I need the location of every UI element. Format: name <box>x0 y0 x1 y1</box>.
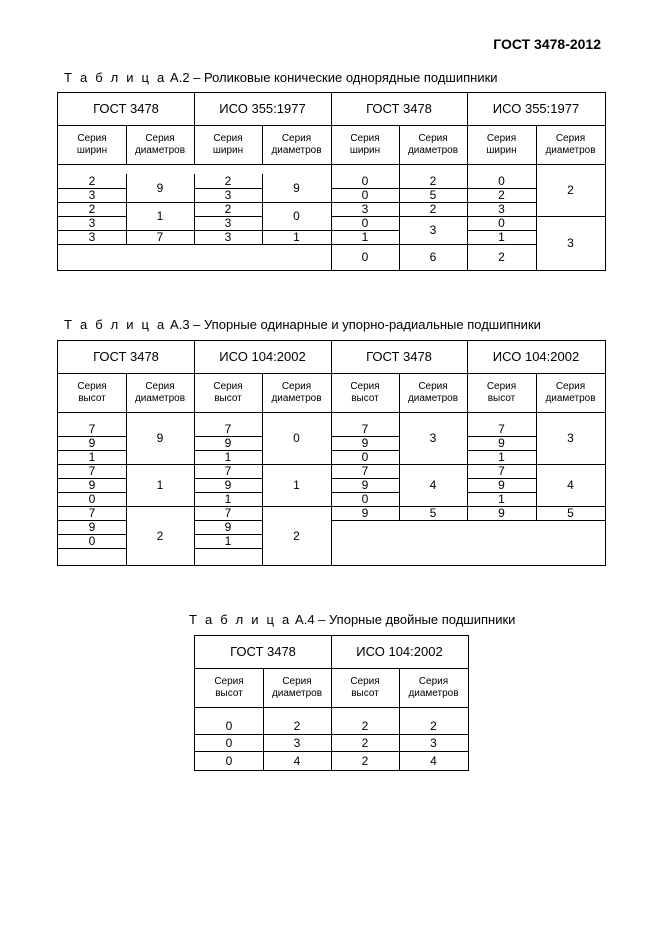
column-header: Серия высот <box>350 675 380 699</box>
data-cell: 2 <box>224 202 232 216</box>
data-cell: 9 <box>88 520 96 534</box>
data-cell: 2 <box>429 202 437 216</box>
column-header: Серия высот <box>486 380 517 404</box>
data-cell: 0 <box>361 250 369 264</box>
data-cell: 9 <box>156 431 164 445</box>
data-cell: 7 <box>88 464 96 478</box>
data-cell: 0 <box>361 216 369 230</box>
data-cell: 9 <box>361 478 369 492</box>
data-cell: 3 <box>88 188 96 202</box>
data-cell: 3 <box>361 202 369 216</box>
data-cell: 3 <box>498 202 505 216</box>
data-cell: 9 <box>293 181 300 195</box>
data-cell: 7 <box>361 422 369 436</box>
data-cell: 0 <box>293 431 300 445</box>
data-cell: 3 <box>293 735 301 750</box>
data-cell: 3 <box>429 223 437 237</box>
column-header: Серия диаметров <box>407 380 459 404</box>
data-cell: 9 <box>88 478 96 492</box>
data-cell: 6 <box>429 250 437 264</box>
data-cell: 1 <box>88 450 96 464</box>
data-cell: 2 <box>293 528 300 543</box>
table-a4-caption: Т а б л и ц а А.4 – Упорные двойные подшипники <box>189 612 516 627</box>
column-header: Серия высот <box>214 675 244 699</box>
data-cell: 0 <box>88 492 96 506</box>
data-cell: 7 <box>224 506 232 520</box>
group-header: ИСО 355:1977 <box>492 101 580 116</box>
column-header: Серия диаметров <box>271 132 322 156</box>
data-cell: 3 <box>224 216 232 230</box>
group-header: ГОСТ 3478 <box>366 101 432 116</box>
table-a3-caption: Т а б л и ц а А.3 – Упорные одинарные и упорно-радиальные подшипники <box>64 317 541 332</box>
data-cell: 0 <box>498 216 505 230</box>
data-cell: 1 <box>156 478 164 492</box>
data-cell: 0 <box>498 174 505 188</box>
data-cell: 3 <box>429 431 437 445</box>
data-cell: 4 <box>293 753 301 768</box>
data-cell: 2 <box>429 174 437 188</box>
data-cell: 1 <box>498 230 505 244</box>
column-header: Серия диаметров <box>134 132 186 156</box>
data-cell: 0 <box>225 753 233 768</box>
data-cell: 2 <box>430 718 437 733</box>
data-cell: 3 <box>430 735 437 750</box>
group-header: ГОСТ 3478 <box>366 349 432 364</box>
data-cell: 7 <box>498 422 505 436</box>
data-cell: 9 <box>224 478 232 492</box>
column-header: Серия ширин <box>486 132 517 156</box>
table-a2-caption: Т а б л и ц а А.2 – Роликовые конические однорядные подшипники <box>64 70 498 85</box>
data-cell: 2 <box>498 250 505 264</box>
data-cell: 7 <box>224 464 232 478</box>
data-cell: 1 <box>361 230 369 244</box>
data-cell: 4 <box>430 753 437 768</box>
group-header: ИСО 355:1977 <box>219 101 306 116</box>
data-cell: 1 <box>293 478 300 492</box>
column-header: Серия диаметров <box>134 380 186 404</box>
column-header: Серия диаметров <box>545 132 596 156</box>
data-cell: 3 <box>567 236 574 250</box>
data-cell: 5 <box>429 506 437 520</box>
data-cell: 3 <box>567 431 574 445</box>
data-cell: 0 <box>361 174 369 188</box>
data-cell: 5 <box>567 506 574 520</box>
group-header: ИСО 104:2002 <box>356 644 443 659</box>
data-cell: 2 <box>224 174 232 188</box>
data-cell: 2 <box>361 735 369 750</box>
data-cell: 9 <box>498 506 505 520</box>
column-header: Серия высот <box>213 380 243 404</box>
data-cell: 5 <box>429 188 437 202</box>
data-cell: 0 <box>361 492 369 506</box>
data-cell: 2 <box>498 188 505 202</box>
column-header: Серия высот <box>77 380 107 404</box>
column-header: Серия ширин <box>76 132 108 156</box>
data-cell: 3 <box>88 216 96 230</box>
data-cell: 3 <box>224 230 232 244</box>
data-cell: 9 <box>224 436 232 450</box>
column-header: Серия ширин <box>212 132 244 156</box>
data-cell: 9 <box>361 436 369 450</box>
data-cell: 2 <box>156 528 164 543</box>
data-cell: 2 <box>88 174 96 188</box>
data-cell: 1 <box>498 492 505 506</box>
table-a4 <box>194 635 469 771</box>
data-cell: 0 <box>293 209 300 223</box>
data-cell: 0 <box>225 735 233 750</box>
column-header: Серия диаметров <box>271 675 323 699</box>
group-header: ИСО 104:2002 <box>219 349 306 364</box>
data-cell: 9 <box>498 478 505 492</box>
data-cell: 9 <box>156 181 164 195</box>
data-cell: 1 <box>224 534 232 548</box>
table-a3 <box>57 340 606 566</box>
data-cell: 7 <box>88 506 96 520</box>
data-cell: 3 <box>224 188 232 202</box>
data-cell: 2 <box>567 183 574 197</box>
data-cell: 0 <box>361 188 369 202</box>
data-cell: 4 <box>567 478 574 492</box>
data-cell: 9 <box>361 506 369 520</box>
data-cell: 1 <box>498 450 505 464</box>
group-header: ГОСТ 3478 <box>93 349 159 364</box>
data-cell: 2 <box>88 202 96 216</box>
column-header: Серия диаметров <box>408 675 459 699</box>
data-cell: 7 <box>224 422 232 436</box>
table-a2 <box>57 92 606 271</box>
group-header: ИСО 104:2002 <box>492 349 580 364</box>
column-header: Серия диаметров <box>545 380 596 404</box>
data-cell: 1 <box>224 492 232 506</box>
group-header: ГОСТ 3478 <box>230 644 296 659</box>
data-cell: 2 <box>293 718 301 733</box>
data-cell: 1 <box>224 450 232 464</box>
data-cell: 9 <box>88 436 96 450</box>
group-header: ГОСТ 3478 <box>93 101 159 116</box>
data-cell: 1 <box>156 209 164 223</box>
data-cell: 1 <box>293 230 300 244</box>
data-cell: 2 <box>361 753 369 768</box>
data-cell: 7 <box>361 464 369 478</box>
data-cell: 2 <box>361 718 369 733</box>
document-code: ГОСТ 3478-2012 <box>493 36 601 52</box>
data-cell: 0 <box>361 450 369 464</box>
data-cell: 9 <box>498 436 505 450</box>
data-cell: 9 <box>224 520 232 534</box>
column-header: Серия диаметров <box>271 380 322 404</box>
data-cell: 7 <box>88 422 96 436</box>
data-cell: 0 <box>88 534 96 548</box>
data-cell: 7 <box>498 464 505 478</box>
data-cell: 7 <box>156 230 164 244</box>
column-header: Серия диаметров <box>407 132 459 156</box>
data-cell: 0 <box>225 718 233 733</box>
column-header: Серия высот <box>350 380 380 404</box>
data-cell: 3 <box>88 230 96 244</box>
data-cell: 4 <box>429 478 437 492</box>
column-header: Серия ширин <box>349 132 381 156</box>
